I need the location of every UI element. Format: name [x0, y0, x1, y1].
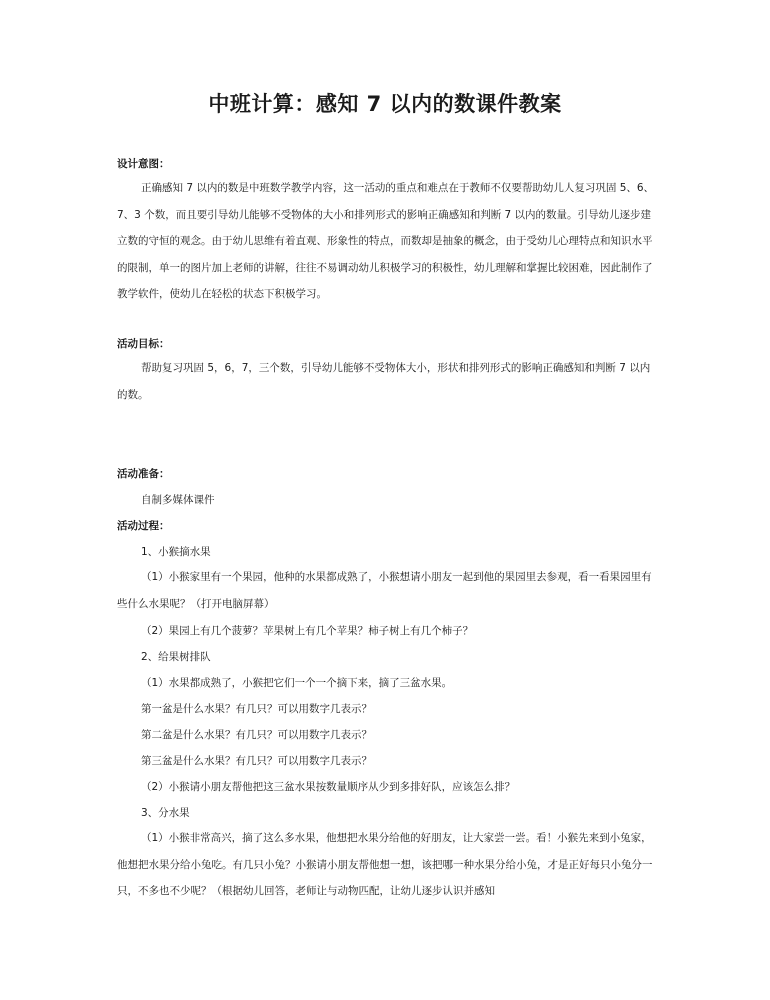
preparation-heading: 活动准备：	[117, 468, 170, 480]
process-heading: 活动过程：	[117, 520, 170, 532]
design-intent-body: 正确感知 7 以内的数是中班数学教学内容，这一活动的重点和难点在于教师不仅要帮助幼儿人复习巩固 5、6、7、3 个数，而且要引导幼儿能够不受物体的大小和排列形式的影响正确感知和判断 7 以内的数量。引导幼儿逐步建立数的守恒的观念。由于幼儿思维有着直观、形象性的特点，而数却是抽象的概念，由于受幼儿心理特点和知识水平的限制，单一的图片加上老师的讲解，往往不易调动幼儿积极学习的积极性，幼儿理解和掌握比较困难，因此制作了教学软件，使幼儿在轻松的状态下积极学习。	[117, 182, 655, 301]
design-intent-heading: 设计意图：	[117, 158, 170, 170]
section2-paragraph2: （2）小猴请小朋友帮他把这三盆水果按数量顺序从少到多排好队，应该怎么排？	[141, 781, 516, 793]
preparation-item: 自制多媒体课件	[141, 494, 215, 506]
section1-paragraph1: （1）小猴家里有一个果园，他种的水果都成熟了，小猴想请小朋友一起到他的果园里去参观，看一看果园里有些什么水果呢？（打开电脑屏幕）	[117, 571, 652, 610]
section2-question1: 第一盆是什么水果？有几只？可以用数字几表示？	[141, 703, 372, 715]
goals-body: 帮助复习巩固 5，6，7，三个数，引导幼儿能够不受物体大小，形状和排列形式的影响正确感知和判断 7 以内的数。	[117, 362, 651, 401]
section2-question2: 第二盆是什么水果？有几只？可以用数字几表示？	[141, 729, 372, 741]
section2-question3: 第三盆是什么水果？有几只？可以用数字几表示？	[141, 755, 372, 767]
page-title: 中班计算：感知 7 以内的数课件教案	[208, 92, 562, 116]
goals-heading: 活动目标：	[117, 338, 170, 350]
section1-paragraph2: （2）果园上有几个菠萝？苹果树上有几个苹果？柿子树上有几个柿子？	[141, 625, 474, 637]
section1-title: 1、小猴摘水果	[141, 546, 211, 558]
section3-title: 3、分水果	[141, 807, 190, 819]
section2-paragraph1: （1）水果都成熟了，小猴把它们一个一个摘下来，摘了三盆水果。	[141, 677, 453, 689]
section2-title: 2、给果树排队	[141, 651, 211, 663]
section3-paragraph1: （1）小猴非常高兴，摘了这么多水果，他想把水果分给他的好朋友，让大家尝一尝。看！小猴先来到小兔家，他想把水果分给小兔吃。有几只小兔？小猴请小朋友帮他想一想，该把哪一种水果分给小兔，才是正好每只小兔分一只，不多也不少呢？（根据幼儿回答，老师让与动物匹配，让幼儿逐步认识并感知	[117, 832, 653, 898]
